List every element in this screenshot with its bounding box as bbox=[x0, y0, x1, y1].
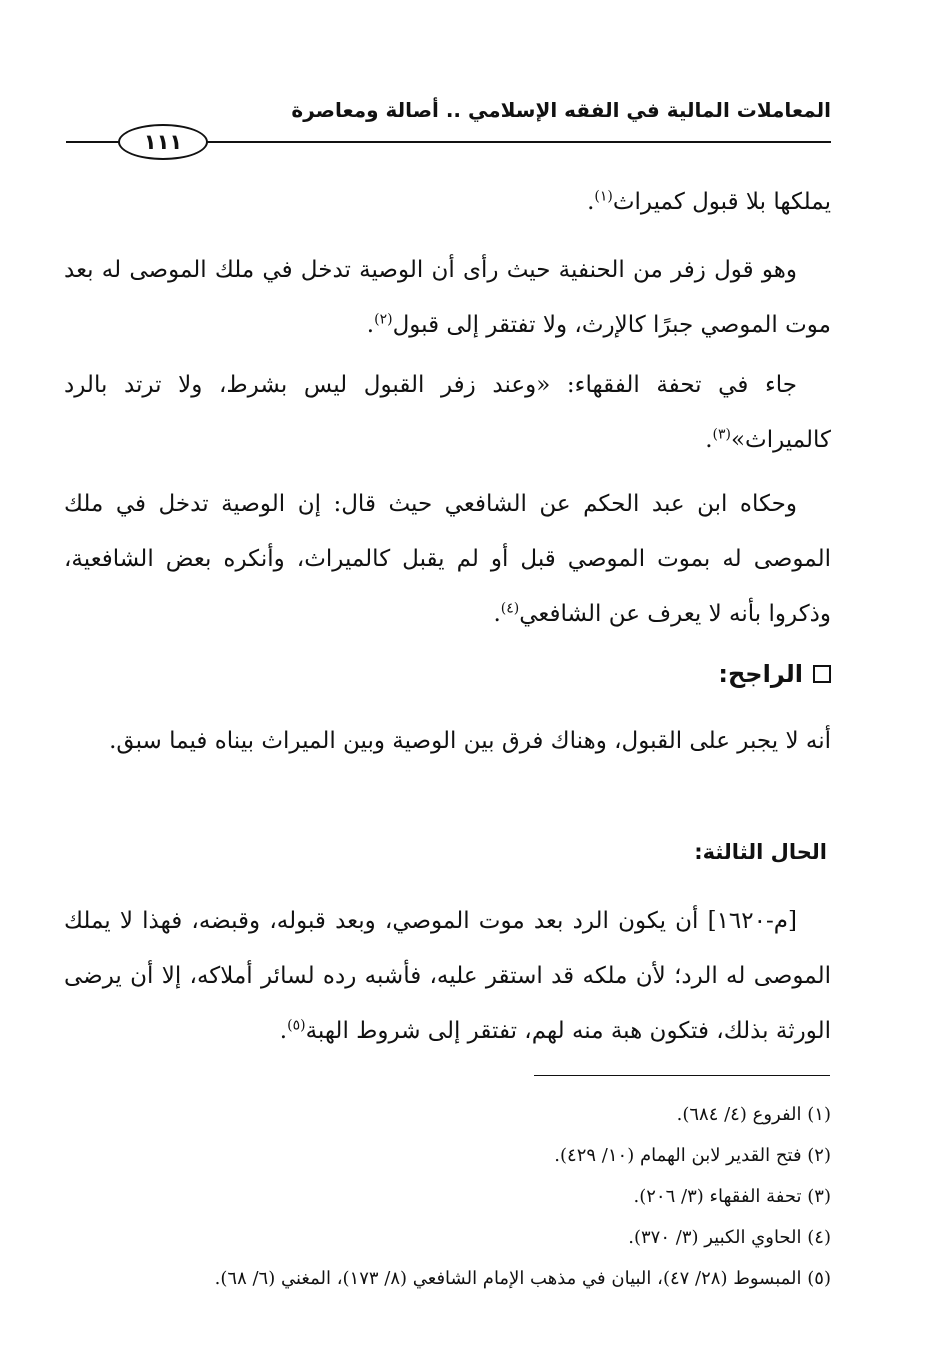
paragraph-third-case-text: [م-١٦٢٠] أن يكون الرد بعد موت الموصي، وبعد قبوله، وقبضه، فهذا لا يملك الموصى له الرد؛ لأن ملكه قد استقر عليه، فأشبه رده لسائر أملاكه، إلا أن يرضى الورثة بذلك، فتكون هبة منه لهم، تفتقر إلى شروط الهبة bbox=[64, 908, 831, 1044]
footnote-separator bbox=[534, 1075, 830, 1076]
heading-rajih bbox=[718, 660, 831, 688]
page-number: ١١١ bbox=[118, 124, 208, 160]
square-bullet-icon bbox=[813, 665, 831, 683]
paragraph-zufar bbox=[64, 243, 831, 353]
footnote-ref-5: (٥) bbox=[287, 1017, 306, 1034]
footnotes bbox=[215, 1094, 831, 1299]
running-title: المعاملات المالية في الفقه الإسلامي .. أصالة ومعاصرة bbox=[291, 98, 831, 122]
footnote-ref-4: (٤) bbox=[500, 600, 520, 617]
footnote-4: (٤) الحاوي الكبير (٣/ ٣٧٠). bbox=[628, 1227, 831, 1248]
footnote-ref-3: (٣) bbox=[712, 426, 731, 443]
paragraph-rajih-text: أنه لا يجبر على القبول، وهناك فرق بين الوصية وبين الميراث بيناه فيما سبق. bbox=[109, 728, 831, 754]
heading-third-case: الحال الثالثة: bbox=[694, 840, 827, 864]
footnote-ref-1: (١) bbox=[594, 188, 613, 205]
opening-line bbox=[64, 175, 831, 230]
paragraph-zufar-text: وهو قول زفر من الحنفية حيث رأى أن الوصية تدخل في ملك الموصى له بعد موت الموصي جبرًا كالإرث، ولا تفتقر إلى قبول bbox=[64, 257, 831, 338]
footnote-5: (٥) المبسوط (٢٨/ ٤٧)، البيان في مذهب الإمام الشافعي (٨/ ١٧٣)، المغني (٦/ ٦٨). bbox=[214, 1268, 831, 1289]
paragraph-tuhfa-text: جاء في تحفة الفقهاء: «وعند زفر القبول ليس بشرط، ولا ترتد بالرد كالميراث» bbox=[64, 372, 831, 453]
opening-line-end: . bbox=[587, 189, 595, 215]
footnote-1: (١) الفروع (٤/ ٦٨٤). bbox=[676, 1104, 831, 1125]
paragraph-ibn-abd-al-hakam bbox=[64, 477, 831, 642]
paragraph-zufar-end: . bbox=[366, 312, 375, 338]
heading-rajih-text: الراجح: bbox=[718, 660, 803, 688]
footnote-3: (٣) تحفة الفقهاء (٣/ ٢٠٦). bbox=[633, 1186, 831, 1207]
footnote-ref-2: (٢) bbox=[374, 311, 393, 328]
paragraph-tuhfa bbox=[64, 358, 831, 468]
paragraph-tuhfa-end: . bbox=[705, 427, 713, 453]
paragraph-third-case bbox=[64, 894, 831, 1059]
paragraph-third-case-end: . bbox=[279, 1018, 288, 1044]
paragraph-ibn-abd-al-hakam-end: . bbox=[493, 601, 501, 627]
paragraph-ibn-abd-al-hakam-text: وحكاه ابن عبد الحكم عن الشافعي حيث قال: إن الوصية تدخل في ملك الموصى له بموت الموصي قبل أو لم يقبل كالميراث، وأنكره بعض الشافعية، وذكروا بأنه لا يعرف عن الشافعي bbox=[64, 491, 831, 627]
footnote-2: (٢) فتح القدير لابن الهمام (١٠/ ٤٢٩). bbox=[554, 1145, 831, 1166]
opening-line-text: يملكها بلا قبول كميراث bbox=[612, 189, 831, 215]
paragraph-rajih bbox=[64, 714, 831, 769]
